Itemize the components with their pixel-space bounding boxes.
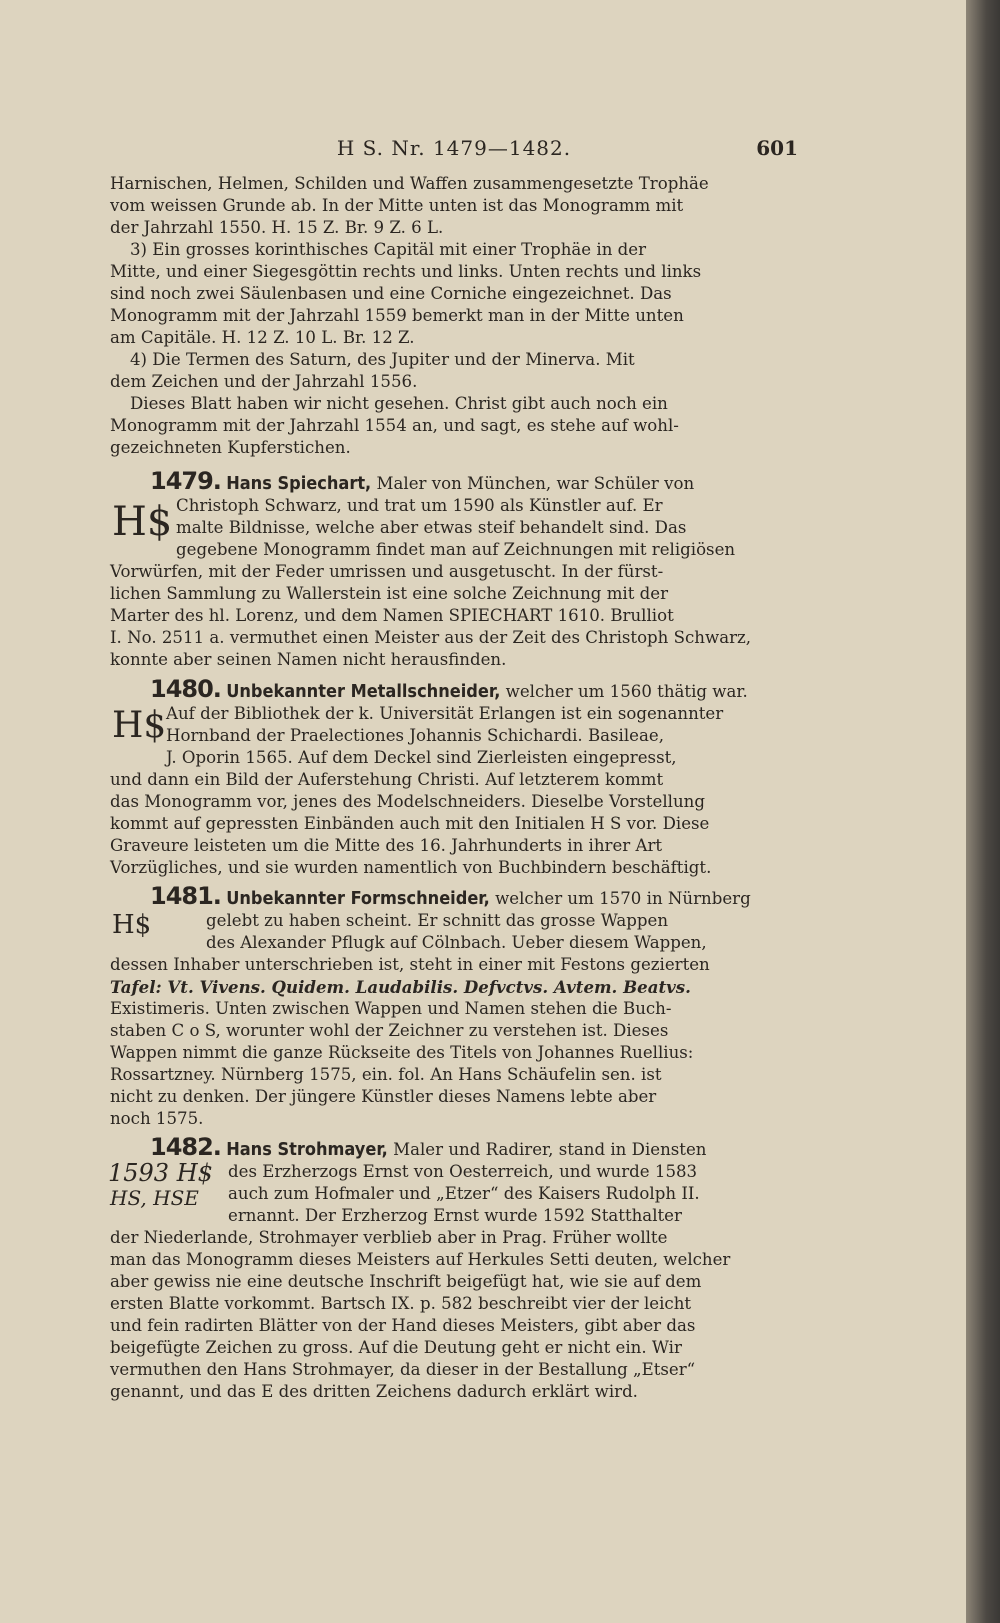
- text-line: welcher um 1570 in Nürnberg: [495, 889, 751, 908]
- text-line: lichen Sammlung zu Wallerstein ist eine solche Zeichnung mit der: [110, 584, 669, 603]
- text-line: welcher um 1560 thätig war.: [505, 682, 748, 701]
- intro-paragraph: [110, 173, 798, 459]
- text-line: Hornband der Praelectiones Johannis Schichardi. Basileae,: [166, 726, 664, 745]
- text-line: sind noch zwei Säulenbasen und eine Corniche eingezeichnet. Das: [110, 284, 672, 303]
- entry-number: 1479.: [150, 467, 221, 495]
- text-line: konnte aber seinen Namen nicht herausfinden.: [110, 650, 507, 669]
- text-line: kommt auf gepressten Einbänden auch mit den Initialen H S vor. Diese: [110, 814, 710, 833]
- entry-number: 1482.: [150, 1133, 221, 1161]
- book-spine-edge: [966, 0, 1000, 1623]
- monogram-1479-icon: H$: [112, 499, 173, 545]
- entry-1481: [110, 882, 798, 1130]
- text-line: 4) Die Termen des Saturn, des Jupiter und der Minerva. Mit: [130, 350, 635, 369]
- entry-1480: [110, 675, 798, 879]
- text-line: vermuthen den Hans Strohmayer, da dieser in der Bestallung „Etser“: [110, 1360, 696, 1379]
- text-line: vom weissen Grunde ab. In der Mitte unten ist das Monogramm mit: [110, 196, 684, 215]
- text-line: gegebene Monogramm findet man auf Zeichnungen mit religiösen: [176, 540, 736, 559]
- text-line: dem Zeichen und der Jahrzahl 1556.: [110, 372, 418, 391]
- text-line: des Erzherzogs Ernst von Oesterreich, und wurde 1583: [228, 1162, 698, 1181]
- text-line: Monogramm mit der Jahrzahl 1559 bemerkt man in der Mitte unten: [110, 306, 684, 325]
- text-line: noch 1575.: [110, 1109, 204, 1128]
- text-line: Dieses Blatt haben wir nicht gesehen. Christ gibt auch noch ein: [130, 394, 668, 413]
- text-line: Maler von München, war Schüler von: [376, 474, 695, 493]
- entry-name: Hans Strohmayer,: [226, 1139, 388, 1160]
- text-line: beigefügte Zeichen zu gross. Auf die Deutung geht er nicht ein. Wir: [110, 1338, 682, 1357]
- text-line: Mitte, und einer Siegesgöttin rechts und links. Unten rechts und links: [110, 262, 702, 281]
- text-line: gezeichneten Kupferstichen.: [110, 438, 351, 457]
- text-line: Wappen nimmt die ganze Rückseite des Titels von Johannes Ruellius:: [110, 1043, 694, 1062]
- text-line: gelebt zu haben scheint. Er schnitt das grosse Wappen: [206, 911, 669, 930]
- text-line: Harnischen, Helmen, Schilden und Waffen zusammengesetzte Trophäe: [110, 174, 709, 193]
- monogram-1482-variants-icon: HS, HSE: [110, 1186, 199, 1210]
- text-line: Vorwürfen, mit der Feder umrissen und ausgetuscht. In der fürst-: [110, 562, 664, 581]
- text-line: staben C o S, worunter wohl der Zeichner zu verstehen ist. Dieses: [110, 1021, 669, 1040]
- text-line: Tafel: Vt. Vivens. Quidem. Laudabilis. Defvctvs. Avtem. Beatvs.: [110, 977, 691, 997]
- page-number: 601: [756, 136, 798, 160]
- text-line: Christoph Schwarz, und trat um 1590 als Künstler auf. Er: [176, 496, 663, 515]
- text-line: ernannt. Der Erzherzog Ernst wurde 1592 Statthalter: [228, 1206, 682, 1225]
- text-line: Monogramm mit der Jahrzahl 1554 an, und sagt, es stehe auf wohl-: [110, 416, 679, 435]
- running-header: [110, 136, 798, 166]
- entry-number: 1481.: [150, 882, 221, 910]
- text-line: auch zum Hofmaler und „Etzer“ des Kaisers Rudolph II.: [228, 1184, 700, 1203]
- text-line: Vorzügliches, und sie wurden namentlich von Buchbindern beschäftigt.: [110, 858, 712, 877]
- text-line: Existimeris. Unten zwischen Wappen und Namen stehen die Buch-: [110, 999, 672, 1018]
- monogram-1480-icon: H$: [112, 705, 167, 746]
- text-line: Marter des hl. Lorenz, und dem Namen SPIECHART 1610. Brulliot: [110, 606, 674, 625]
- text-line: der Jahrzahl 1550. H. 15 Z. Br. 9 Z. 6 L.: [110, 218, 444, 237]
- text-line: ersten Blatte vorkommt. Bartsch IX. p. 582 beschreibt vier der leicht: [110, 1294, 692, 1313]
- entry-name: Unbekannter Metallschneider,: [226, 681, 501, 702]
- text-line: 3) Ein grosses korinthisches Capitäl mit einer Trophäe in der: [130, 240, 647, 259]
- entry-1482: [110, 1133, 798, 1403]
- text-line: Maler und Radirer, stand in Diensten: [393, 1140, 707, 1159]
- text-line: und dann ein Bild der Auferstehung Christi. Auf letzterem kommt: [110, 770, 664, 789]
- entry-name: Hans Spiechart,: [226, 473, 372, 494]
- text-line: Auf der Bibliothek der k. Universität Erlangen ist ein sogenannter: [166, 704, 724, 723]
- monogram-1482-icon: 1593 H$: [108, 1159, 213, 1187]
- monogram-1481-icon: H$: [112, 910, 152, 940]
- entry-1479: [110, 467, 798, 671]
- text-line: genannt, und das E des dritten Zeichens dadurch erklärt wird.: [110, 1382, 638, 1401]
- entry-number: 1480.: [150, 675, 221, 703]
- text-line: malte Bildnisse, welche aber etwas steif behandelt sind. Das: [176, 518, 687, 537]
- text-line: der Niederlande, Strohmayer verblieb aber in Prag. Früher wollte: [110, 1228, 668, 1247]
- text-line: J. Oporin 1565. Auf dem Deckel sind Zierleisten eingepresst,: [166, 748, 677, 767]
- text-line: das Monogramm vor, jenes des Modelschneiders. Dieselbe Vorstellung: [110, 792, 705, 811]
- header-title: H S. Nr. 1479—1482.: [336, 136, 572, 160]
- text-line: dessen Inhaber unterschrieben ist, steht in einer mit Festons gezierten: [110, 955, 710, 974]
- text-line: I. No. 2511 a. vermuthet einen Meister aus der Zeit des Christoph Schwarz,: [110, 628, 752, 647]
- text-line: nicht zu denken. Der jüngere Künstler dieses Namens lebte aber: [110, 1087, 657, 1106]
- text-line: des Alexander Pflugk auf Cölnbach. Ueber diesem Wappen,: [206, 933, 707, 952]
- text-line: man das Monogramm dieses Meisters auf Herkules Setti deuten, welcher: [110, 1250, 731, 1269]
- text-line: aber gewiss nie eine deutsche Inschrift beigefügt hat, wie sie auf dem: [110, 1272, 702, 1291]
- text-line: Graveure leisteten um die Mitte des 16. Jahrhunderts in ihrer Art: [110, 836, 663, 855]
- text-line: am Capitäle. H. 12 Z. 10 L. Br. 12 Z.: [110, 328, 415, 347]
- entry-name: Unbekannter Formschneider,: [226, 888, 490, 909]
- text-line: Rossartzney. Nürnberg 1575, ein. fol. An Hans Schäufelin sen. ist: [110, 1065, 662, 1084]
- text-line: und fein radirten Blätter von der Hand dieses Meisters, gibt aber das: [110, 1316, 696, 1335]
